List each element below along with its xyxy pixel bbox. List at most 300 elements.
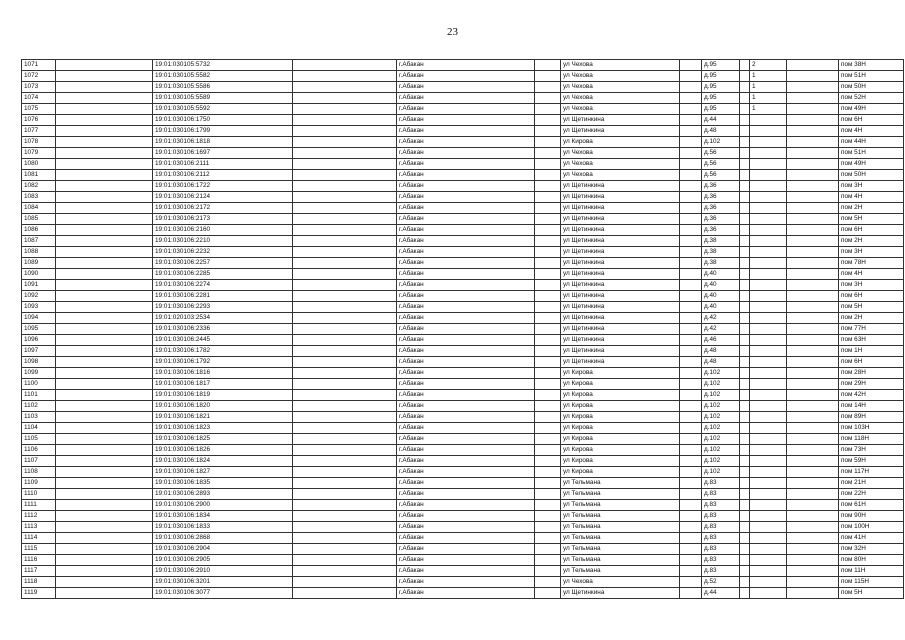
empty-cell	[56, 467, 153, 478]
floor-cell	[750, 588, 787, 599]
table-row	[22, 588, 904, 599]
premises-number-cell: пом 6Н	[839, 357, 904, 368]
premises-number-cell: пом 80Н	[839, 555, 904, 566]
table-row	[22, 291, 904, 302]
row-number-cell: 1116	[22, 555, 56, 566]
empty-cell	[787, 566, 839, 577]
house-number-cell: д.102	[702, 137, 740, 148]
empty-cell	[740, 566, 750, 577]
empty-cell	[680, 181, 702, 192]
house-number-cell: д.83	[702, 478, 740, 489]
row-number-cell: 1088	[22, 247, 56, 258]
floor-cell	[750, 324, 787, 335]
house-number-cell: д.48	[702, 357, 740, 368]
cadastral-number-cell: 19:01:030105:5582	[153, 71, 293, 82]
table-row	[22, 203, 904, 214]
empty-cell	[535, 280, 561, 291]
table-row	[22, 225, 904, 236]
empty-cell	[680, 302, 702, 313]
floor-cell	[750, 291, 787, 302]
empty-cell	[740, 71, 750, 82]
empty-cell	[787, 478, 839, 489]
premises-number-cell: пом 100Н	[839, 522, 904, 533]
empty-cell	[680, 346, 702, 357]
house-number-cell: д.95	[702, 104, 740, 115]
house-number-cell: д.56	[702, 170, 740, 181]
city-cell: г.Абакан	[397, 456, 535, 467]
empty-cell	[293, 555, 397, 566]
empty-cell	[787, 236, 839, 247]
street-cell: ул Чехова	[561, 71, 680, 82]
row-number-cell: 1112	[22, 511, 56, 522]
empty-cell	[787, 280, 839, 291]
floor-cell	[750, 368, 787, 379]
empty-cell	[680, 291, 702, 302]
cadastral-number-cell: 19:01:030106:2285	[153, 269, 293, 280]
row-number-cell: 1102	[22, 401, 56, 412]
empty-cell	[680, 324, 702, 335]
empty-cell	[56, 555, 153, 566]
cadastral-number-cell: 19:01:030106:2905	[153, 555, 293, 566]
street-cell: ул Кирова	[561, 456, 680, 467]
floor-cell	[750, 423, 787, 434]
empty-cell	[56, 335, 153, 346]
premises-number-cell: пом 90Н	[839, 511, 904, 522]
cadastral-number-cell: 19:01:030106:2904	[153, 544, 293, 555]
empty-cell	[680, 544, 702, 555]
premises-number-cell: пом 51Н	[839, 71, 904, 82]
cadastral-number-cell: 19:01:030106:1817	[153, 379, 293, 390]
empty-cell	[535, 577, 561, 588]
street-cell: ул Чехова	[561, 104, 680, 115]
empty-cell	[535, 511, 561, 522]
empty-cell	[740, 544, 750, 555]
street-cell: ул Кирова	[561, 379, 680, 390]
empty-cell	[740, 445, 750, 456]
floor-cell	[750, 335, 787, 346]
empty-cell	[535, 181, 561, 192]
house-number-cell: д.102	[702, 434, 740, 445]
house-number-cell: д.40	[702, 269, 740, 280]
empty-cell	[293, 159, 397, 170]
floor-cell	[750, 522, 787, 533]
city-cell: г.Абакан	[397, 170, 535, 181]
empty-cell	[293, 115, 397, 126]
empty-cell	[56, 500, 153, 511]
floor-cell	[750, 357, 787, 368]
empty-cell	[787, 313, 839, 324]
empty-cell	[56, 313, 153, 324]
house-number-cell: д.40	[702, 280, 740, 291]
house-number-cell: д.83	[702, 522, 740, 533]
premises-number-cell: пом 6Н	[839, 225, 904, 236]
cadastral-number-cell: 19:01:030106:2293	[153, 302, 293, 313]
empty-cell	[535, 291, 561, 302]
floor-cell	[750, 467, 787, 478]
city-cell: г.Абакан	[397, 566, 535, 577]
street-cell: ул Щетинкина	[561, 247, 680, 258]
empty-cell	[293, 522, 397, 533]
empty-cell	[787, 346, 839, 357]
empty-cell	[535, 324, 561, 335]
cadastral-number-cell: 19:01:030106:3077	[153, 588, 293, 599]
empty-cell	[787, 500, 839, 511]
city-cell: г.Абакан	[397, 478, 535, 489]
floor-cell	[750, 126, 787, 137]
empty-cell	[680, 82, 702, 93]
house-number-cell: д.95	[702, 71, 740, 82]
empty-cell	[535, 588, 561, 599]
floor-cell	[750, 192, 787, 203]
cadastral-number-cell: 19:01:030106:1826	[153, 445, 293, 456]
empty-cell	[293, 346, 397, 357]
empty-cell	[535, 247, 561, 258]
empty-cell	[680, 522, 702, 533]
empty-cell	[293, 511, 397, 522]
empty-cell	[680, 511, 702, 522]
city-cell: г.Абакан	[397, 236, 535, 247]
empty-cell	[293, 313, 397, 324]
floor-cell	[750, 225, 787, 236]
cadastral-number-cell: 19:01:030106:2900	[153, 500, 293, 511]
premises-number-cell: пом 5Н	[839, 302, 904, 313]
street-cell: ул Щетинкина	[561, 115, 680, 126]
empty-cell	[535, 423, 561, 434]
premises-number-cell: пом 89Н	[839, 412, 904, 423]
empty-cell	[787, 159, 839, 170]
empty-cell	[680, 555, 702, 566]
empty-cell	[56, 478, 153, 489]
table-row	[22, 148, 904, 159]
street-cell: ул Щетинкина	[561, 357, 680, 368]
empty-cell	[293, 203, 397, 214]
floor-cell	[750, 544, 787, 555]
premises-number-cell: пом 3Н	[839, 247, 904, 258]
street-cell: ул Тельмана	[561, 522, 680, 533]
city-cell: г.Абакан	[397, 324, 535, 335]
empty-cell	[535, 335, 561, 346]
empty-cell	[535, 390, 561, 401]
house-number-cell: д.95	[702, 60, 740, 71]
house-number-cell: д.102	[702, 445, 740, 456]
floor-cell	[750, 555, 787, 566]
city-cell: г.Абакан	[397, 357, 535, 368]
row-number-cell: 1114	[22, 533, 56, 544]
cadastral-number-cell: 19:01:030106:2112	[153, 170, 293, 181]
empty-cell	[740, 170, 750, 181]
floor-cell	[750, 181, 787, 192]
empty-cell	[535, 225, 561, 236]
floor-cell	[750, 137, 787, 148]
empty-cell	[56, 258, 153, 269]
street-cell: ул Щетинкина	[561, 214, 680, 225]
house-number-cell: д.102	[702, 401, 740, 412]
empty-cell	[740, 511, 750, 522]
empty-cell	[740, 302, 750, 313]
empty-cell	[535, 500, 561, 511]
empty-cell	[535, 115, 561, 126]
row-number-cell: 1098	[22, 357, 56, 368]
empty-cell	[56, 324, 153, 335]
table-row	[22, 115, 904, 126]
premises-number-cell: пом 49Н	[839, 104, 904, 115]
table-row	[22, 71, 904, 82]
premises-number-cell: пом 11Н	[839, 566, 904, 577]
empty-cell	[56, 225, 153, 236]
empty-cell	[740, 478, 750, 489]
premises-number-cell: пом 2Н	[839, 203, 904, 214]
empty-cell	[535, 412, 561, 423]
empty-cell	[740, 522, 750, 533]
empty-cell	[740, 148, 750, 159]
floor-cell	[750, 456, 787, 467]
floor-cell	[750, 434, 787, 445]
street-cell: ул Кирова	[561, 401, 680, 412]
city-cell: г.Абакан	[397, 445, 535, 456]
floor-cell	[750, 214, 787, 225]
empty-cell	[680, 357, 702, 368]
floor-cell	[750, 533, 787, 544]
premises-number-cell: пом 59Н	[839, 456, 904, 467]
empty-cell	[56, 533, 153, 544]
empty-cell	[680, 60, 702, 71]
house-number-cell: д.83	[702, 533, 740, 544]
table-row	[22, 93, 904, 104]
empty-cell	[680, 379, 702, 390]
empty-cell	[293, 368, 397, 379]
row-number-cell: 1117	[22, 566, 56, 577]
street-cell: ул Щетинкина	[561, 335, 680, 346]
cadastral-number-cell: 19:01:030106:2445	[153, 335, 293, 346]
city-cell: г.Абакан	[397, 346, 535, 357]
empty-cell	[56, 82, 153, 93]
row-number-cell: 1089	[22, 258, 56, 269]
empty-cell	[535, 71, 561, 82]
floor-cell: 1	[750, 71, 787, 82]
table-row	[22, 159, 904, 170]
house-number-cell: д.83	[702, 544, 740, 555]
table-row	[22, 511, 904, 522]
table-row	[22, 522, 904, 533]
empty-cell	[293, 93, 397, 104]
empty-cell	[740, 489, 750, 500]
street-cell: ул Щетинкина	[561, 181, 680, 192]
empty-cell	[740, 203, 750, 214]
city-cell: г.Абакан	[397, 434, 535, 445]
street-cell: ул Щетинкина	[561, 313, 680, 324]
empty-cell	[787, 258, 839, 269]
city-cell: г.Абакан	[397, 93, 535, 104]
empty-cell	[535, 489, 561, 500]
street-cell: ул Щетинкина	[561, 126, 680, 137]
table-row	[22, 368, 904, 379]
city-cell: г.Абакан	[397, 291, 535, 302]
empty-cell	[787, 214, 839, 225]
city-cell: г.Абакан	[397, 467, 535, 478]
city-cell: г.Абакан	[397, 269, 535, 280]
empty-cell	[787, 423, 839, 434]
house-number-cell: д.46	[702, 335, 740, 346]
street-cell: ул Кирова	[561, 467, 680, 478]
house-number-cell: д.36	[702, 225, 740, 236]
empty-cell	[56, 522, 153, 533]
empty-cell	[740, 214, 750, 225]
city-cell: г.Абакан	[397, 214, 535, 225]
empty-cell	[293, 291, 397, 302]
empty-cell	[740, 401, 750, 412]
empty-cell	[740, 247, 750, 258]
empty-cell	[680, 368, 702, 379]
empty-cell	[787, 170, 839, 181]
table-row	[22, 247, 904, 258]
floor-cell: 1	[750, 93, 787, 104]
empty-cell	[293, 478, 397, 489]
empty-cell	[740, 280, 750, 291]
empty-cell	[680, 412, 702, 423]
table-row	[22, 335, 904, 346]
city-cell: г.Абакан	[397, 423, 535, 434]
cadastral-number-cell: 19:01:030106:1782	[153, 346, 293, 357]
row-number-cell: 1082	[22, 181, 56, 192]
empty-cell	[680, 467, 702, 478]
house-number-cell: д.83	[702, 555, 740, 566]
cadastral-number-cell: 19:01:030106:2173	[153, 214, 293, 225]
floor-cell	[750, 313, 787, 324]
empty-cell	[535, 126, 561, 137]
empty-cell	[680, 247, 702, 258]
house-number-cell: д.44	[702, 115, 740, 126]
empty-cell	[787, 137, 839, 148]
row-number-cell: 1118	[22, 577, 56, 588]
street-cell: ул Тельмана	[561, 566, 680, 577]
premises-number-cell: пом 6Н	[839, 115, 904, 126]
row-number-cell: 1093	[22, 302, 56, 313]
table-row	[22, 423, 904, 434]
empty-cell	[680, 434, 702, 445]
empty-cell	[787, 522, 839, 533]
empty-cell	[535, 478, 561, 489]
empty-cell	[787, 357, 839, 368]
row-number-cell: 1095	[22, 324, 56, 335]
empty-cell	[535, 533, 561, 544]
empty-cell	[740, 335, 750, 346]
empty-cell	[535, 192, 561, 203]
cadastral-number-cell: 19:01:030106:1820	[153, 401, 293, 412]
floor-cell	[750, 390, 787, 401]
cadastral-number-cell: 19:01:030105:5589	[153, 93, 293, 104]
empty-cell	[56, 577, 153, 588]
empty-cell	[787, 368, 839, 379]
premises-number-cell: пом 5Н	[839, 214, 904, 225]
table-row	[22, 346, 904, 357]
empty-cell	[293, 280, 397, 291]
empty-cell	[680, 236, 702, 247]
empty-cell	[740, 390, 750, 401]
city-cell: г.Абакан	[397, 71, 535, 82]
empty-cell	[293, 445, 397, 456]
empty-cell	[787, 93, 839, 104]
empty-cell	[680, 390, 702, 401]
street-cell: ул Кирова	[561, 390, 680, 401]
street-cell: ул Кирова	[561, 445, 680, 456]
floor-cell	[750, 346, 787, 357]
table-row	[22, 280, 904, 291]
table-row	[22, 445, 904, 456]
empty-cell	[56, 544, 153, 555]
cadastral-number-cell: 19:01:030106:2111	[153, 159, 293, 170]
premises-number-cell: пом 3Н	[839, 280, 904, 291]
empty-cell	[740, 434, 750, 445]
empty-cell	[740, 291, 750, 302]
empty-cell	[740, 258, 750, 269]
empty-cell	[787, 104, 839, 115]
street-cell: ул Щетинкина	[561, 346, 680, 357]
street-cell: ул Щетинкина	[561, 324, 680, 335]
empty-cell	[740, 225, 750, 236]
empty-cell	[787, 588, 839, 599]
empty-cell	[535, 203, 561, 214]
empty-cell	[535, 302, 561, 313]
table-row	[22, 456, 904, 467]
cadastral-number-cell: 19:01:030106:2868	[153, 533, 293, 544]
empty-cell	[293, 247, 397, 258]
empty-cell	[293, 588, 397, 599]
empty-cell	[293, 302, 397, 313]
empty-cell	[535, 445, 561, 456]
table-row	[22, 434, 904, 445]
row-number-cell: 1100	[22, 379, 56, 390]
empty-cell	[535, 555, 561, 566]
page-number: 23	[447, 26, 458, 38]
empty-cell	[740, 115, 750, 126]
row-number-cell: 1083	[22, 192, 56, 203]
house-number-cell: д.48	[702, 346, 740, 357]
table-row	[22, 533, 904, 544]
house-number-cell: д.83	[702, 511, 740, 522]
empty-cell	[740, 236, 750, 247]
cadastral-number-cell: 19:01:030106:1824	[153, 456, 293, 467]
empty-cell	[740, 313, 750, 324]
empty-cell	[740, 93, 750, 104]
cadastral-number-cell: 19:01:030106:2160	[153, 225, 293, 236]
empty-cell	[293, 401, 397, 412]
empty-cell	[293, 533, 397, 544]
floor-cell	[750, 500, 787, 511]
street-cell: ул Щетинкина	[561, 291, 680, 302]
empty-cell	[56, 137, 153, 148]
premises-number-cell: пом 29Н	[839, 379, 904, 390]
street-cell: ул Чехова	[561, 82, 680, 93]
row-number-cell: 1076	[22, 115, 56, 126]
empty-cell	[293, 566, 397, 577]
floor-cell	[750, 203, 787, 214]
cadastral-number-cell: 19:01:030106:2336	[153, 324, 293, 335]
row-number-cell: 1077	[22, 126, 56, 137]
empty-cell	[680, 500, 702, 511]
premises-number-cell: пом 73Н	[839, 445, 904, 456]
empty-cell	[293, 236, 397, 247]
floor-cell	[750, 445, 787, 456]
table-row	[22, 401, 904, 412]
row-number-cell: 1092	[22, 291, 56, 302]
floor-cell: 2	[750, 60, 787, 71]
empty-cell	[740, 159, 750, 170]
table-row	[22, 324, 904, 335]
empty-cell	[56, 302, 153, 313]
table-row	[22, 544, 904, 555]
empty-cell	[56, 104, 153, 115]
floor-cell	[750, 247, 787, 258]
